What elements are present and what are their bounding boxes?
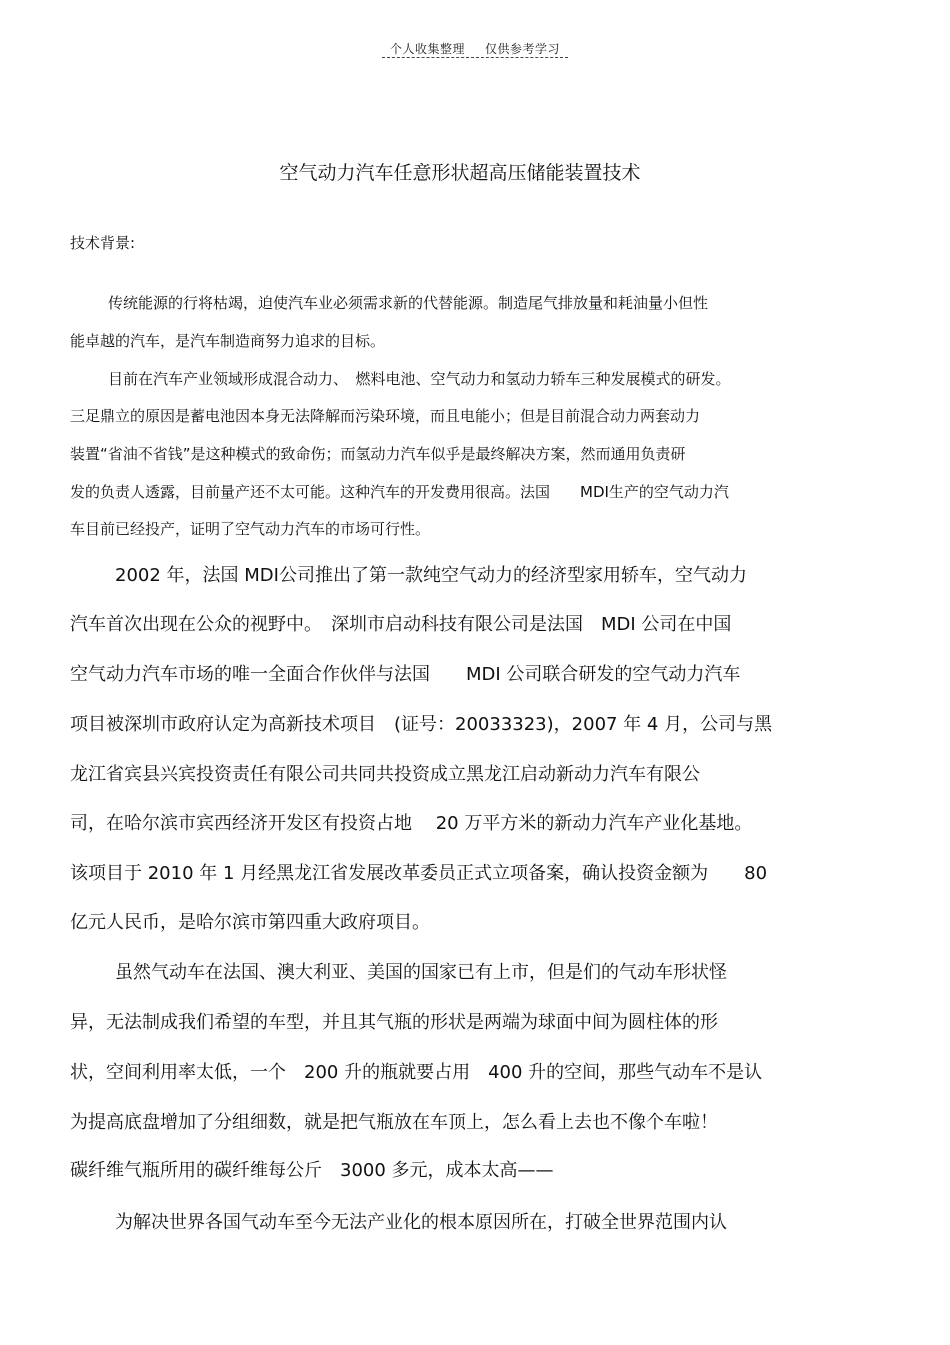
header-right-text: 仅供参考学习 [485,42,561,56]
paragraph-line: 项目被深圳市政府认定为高新技术项目 (证号：20033323)，2007 年 4 月，公司与黑 [70,714,773,735]
paragraph-line: 三足鼎立的原因是蓄电池因本身无法降解而污染环境，而且电能小；但是目前混合动力两套动力 [70,407,701,425]
paragraph-line: 为解决世界各国气动车至今无法产业化的根本原因所在，打破全世界范围内认 [115,1212,727,1233]
paragraph-line: 发的负责人透露，目前量产还不太可能。这种汽车的开发费用很高。法国 MDI生产的空气动力汽 [70,483,729,501]
header-left-text: 个人收集整理 [389,42,465,56]
paragraph-line: 异，无法制成我们希望的车型，并且其气瓶的形状是两端为球面中间为圆柱体的形 [70,1012,718,1033]
paragraph-line: 装置“省油不省钱”是这种模式的致命伤；而氢动力汽车似乎是最终解决方案，然而通用负责研 [70,445,686,463]
header-divider [382,57,568,58]
paragraph-line: 碳纤维气瓶所用的碳纤维每公斤 3000 多元，成本太高—— [70,1160,554,1181]
paragraph-line: 能卓越的汽车，是汽车制造商努力追求的目标。 [70,332,386,350]
paragraph-line: 司，在哈尔滨市宾西经济开发区有投资占地 20 万平方米的新动力汽车产业化基地。 [70,813,753,834]
paragraph-line: 目前在汽车产业领域形成混合动力、 燃料电池、空气动力和氢动力轿车三种发展模式的研发。 [108,370,731,388]
paragraph-line: 传统能源的行将枯竭，迫使汽车业必须需求新的代替能源。制造尾气排放量和耗油量小但性 [108,294,709,312]
document-title: 空气动力汽车任意形状超高压储能装置技术 [279,162,641,184]
paragraph-line: 龙江省宾县兴宾投资责任有限公司共同共投资成立黑龙江启动新动力汽车有限公 [70,764,700,785]
paragraph-line: 为提高底盘增加了分组细数，就是把气瓶放在车顶上，怎么看上去也不像个车啦！ [70,1112,718,1133]
section-heading: 技术背景: [70,234,136,252]
paragraph-line: 2002 年，法国 MDI公司推出了第一款纯空气动力的经济型家用轿车，空气动力 [115,565,747,586]
paragraph-line: 空气动力汽车市场的唯一全面合作伙伴与法国 MDI 公司联合研发的空气动力汽车 [70,664,741,685]
paragraph-line: 虽然气动车在法国、澳大利亚、美国的国家已有上市，但是们的气动车形状怪 [115,962,727,983]
paragraph-line: 状，空间利用率太低，一个 200 升的瓶就要占用 400 升的空间，那些气动车不是认 [70,1062,763,1083]
paragraph-line: 该项目于 2010 年 1 月经黑龙江省发展改革委员正式立项备案，确认投资金额为 80 [70,863,768,884]
paragraph-line: 亿元人民币，是哈尔滨市第四重大政府项目。 [70,912,430,933]
page-header [0,40,950,57]
paragraph-line: 汽车首次出现在公众的视野中。 深圳市启动科技有限公司是法国 MDI 公司在中国 [70,614,732,635]
paragraph-line: 车目前已经投产，证明了空气动力汽车的市场可行性。 [70,520,431,538]
